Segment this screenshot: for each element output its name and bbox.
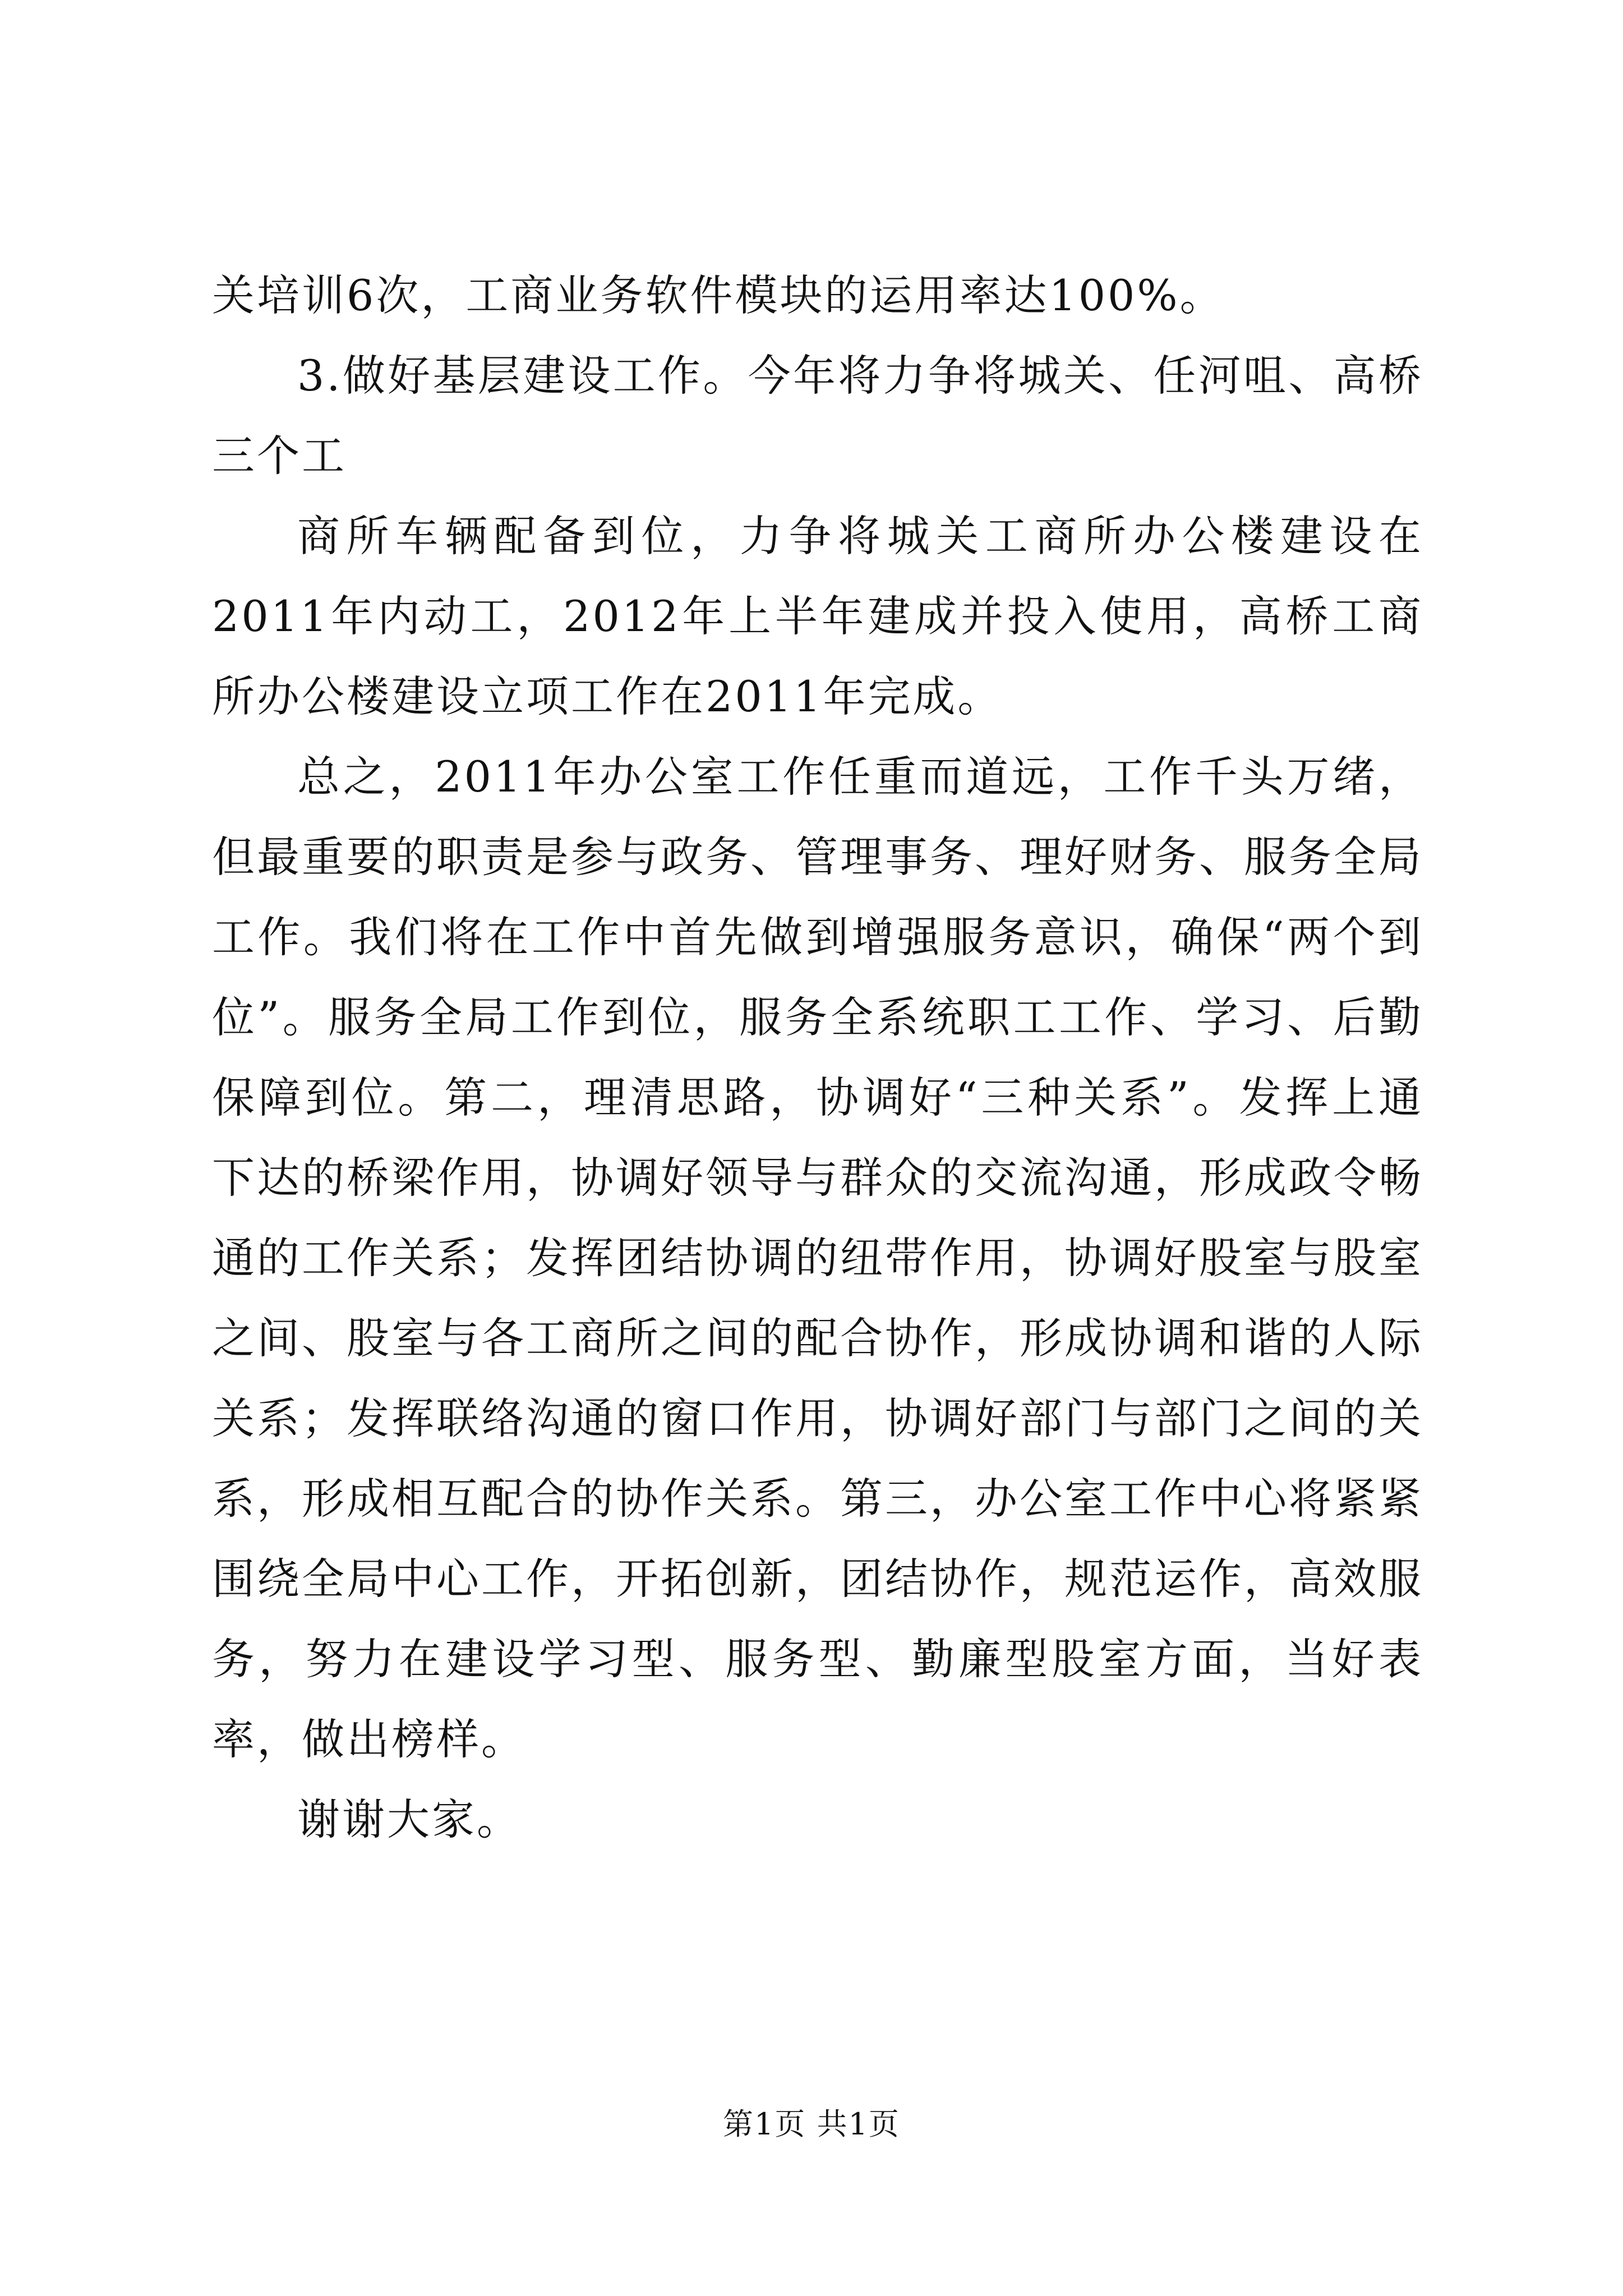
paragraph-conclusion: 总之，2011年办公室工作任重而道远，工作千头万绪，但最重要的职责是参与政务、管理事务、理好财务、服务全局工作。我们将在工作中首先做到增强服务意识，确保“两个到位”。服务全局工作到位，服务全系统职工工作、学习、后勤保障到位。第二，理清思路，协调好“三种关系”。发挥上通下达的桥梁作用，协调好领导与群众的交流沟通，形成政令畅通的工作关系；发挥团结协调的纽带作用，协调好股室与股室之间、股室与各工商所之间的配合协作，形成协调和谐的人际关系；发挥联络沟通的窗口作用，协调好部门与部门之间的关系，形成相互配合的协作关系。第三，办公室工作中心将紧紧围绕全局中心工作，开拓创新，团结协作，规范运作，高效服务，努力在建设学习型、服务型、勤廉型股室方面，当好表率，做出榜样。	[212, 752, 1423, 1764]
document-body	[212, 255, 1423, 1860]
paragraph-thanks: 谢谢大家。	[297, 1795, 522, 1844]
paragraph-training-summary: 关培训6次，工商业务软件模块的运用率达100%。	[212, 270, 1225, 320]
paragraph-office-building-plan: 商所车辆配备到位，力争将城关工商所办公楼建设在2011年内动工，2012年上半年建成并投入使用，高桥工商所办公楼建设立项工作在2011年完成。	[212, 511, 1423, 721]
page-footer: 第1页 共1页	[723, 2106, 900, 2142]
paragraph-grassroots-construction: 3.做好基层建设工作。今年将力争将城关、任河咀、高桥三个工	[212, 351, 1423, 481]
